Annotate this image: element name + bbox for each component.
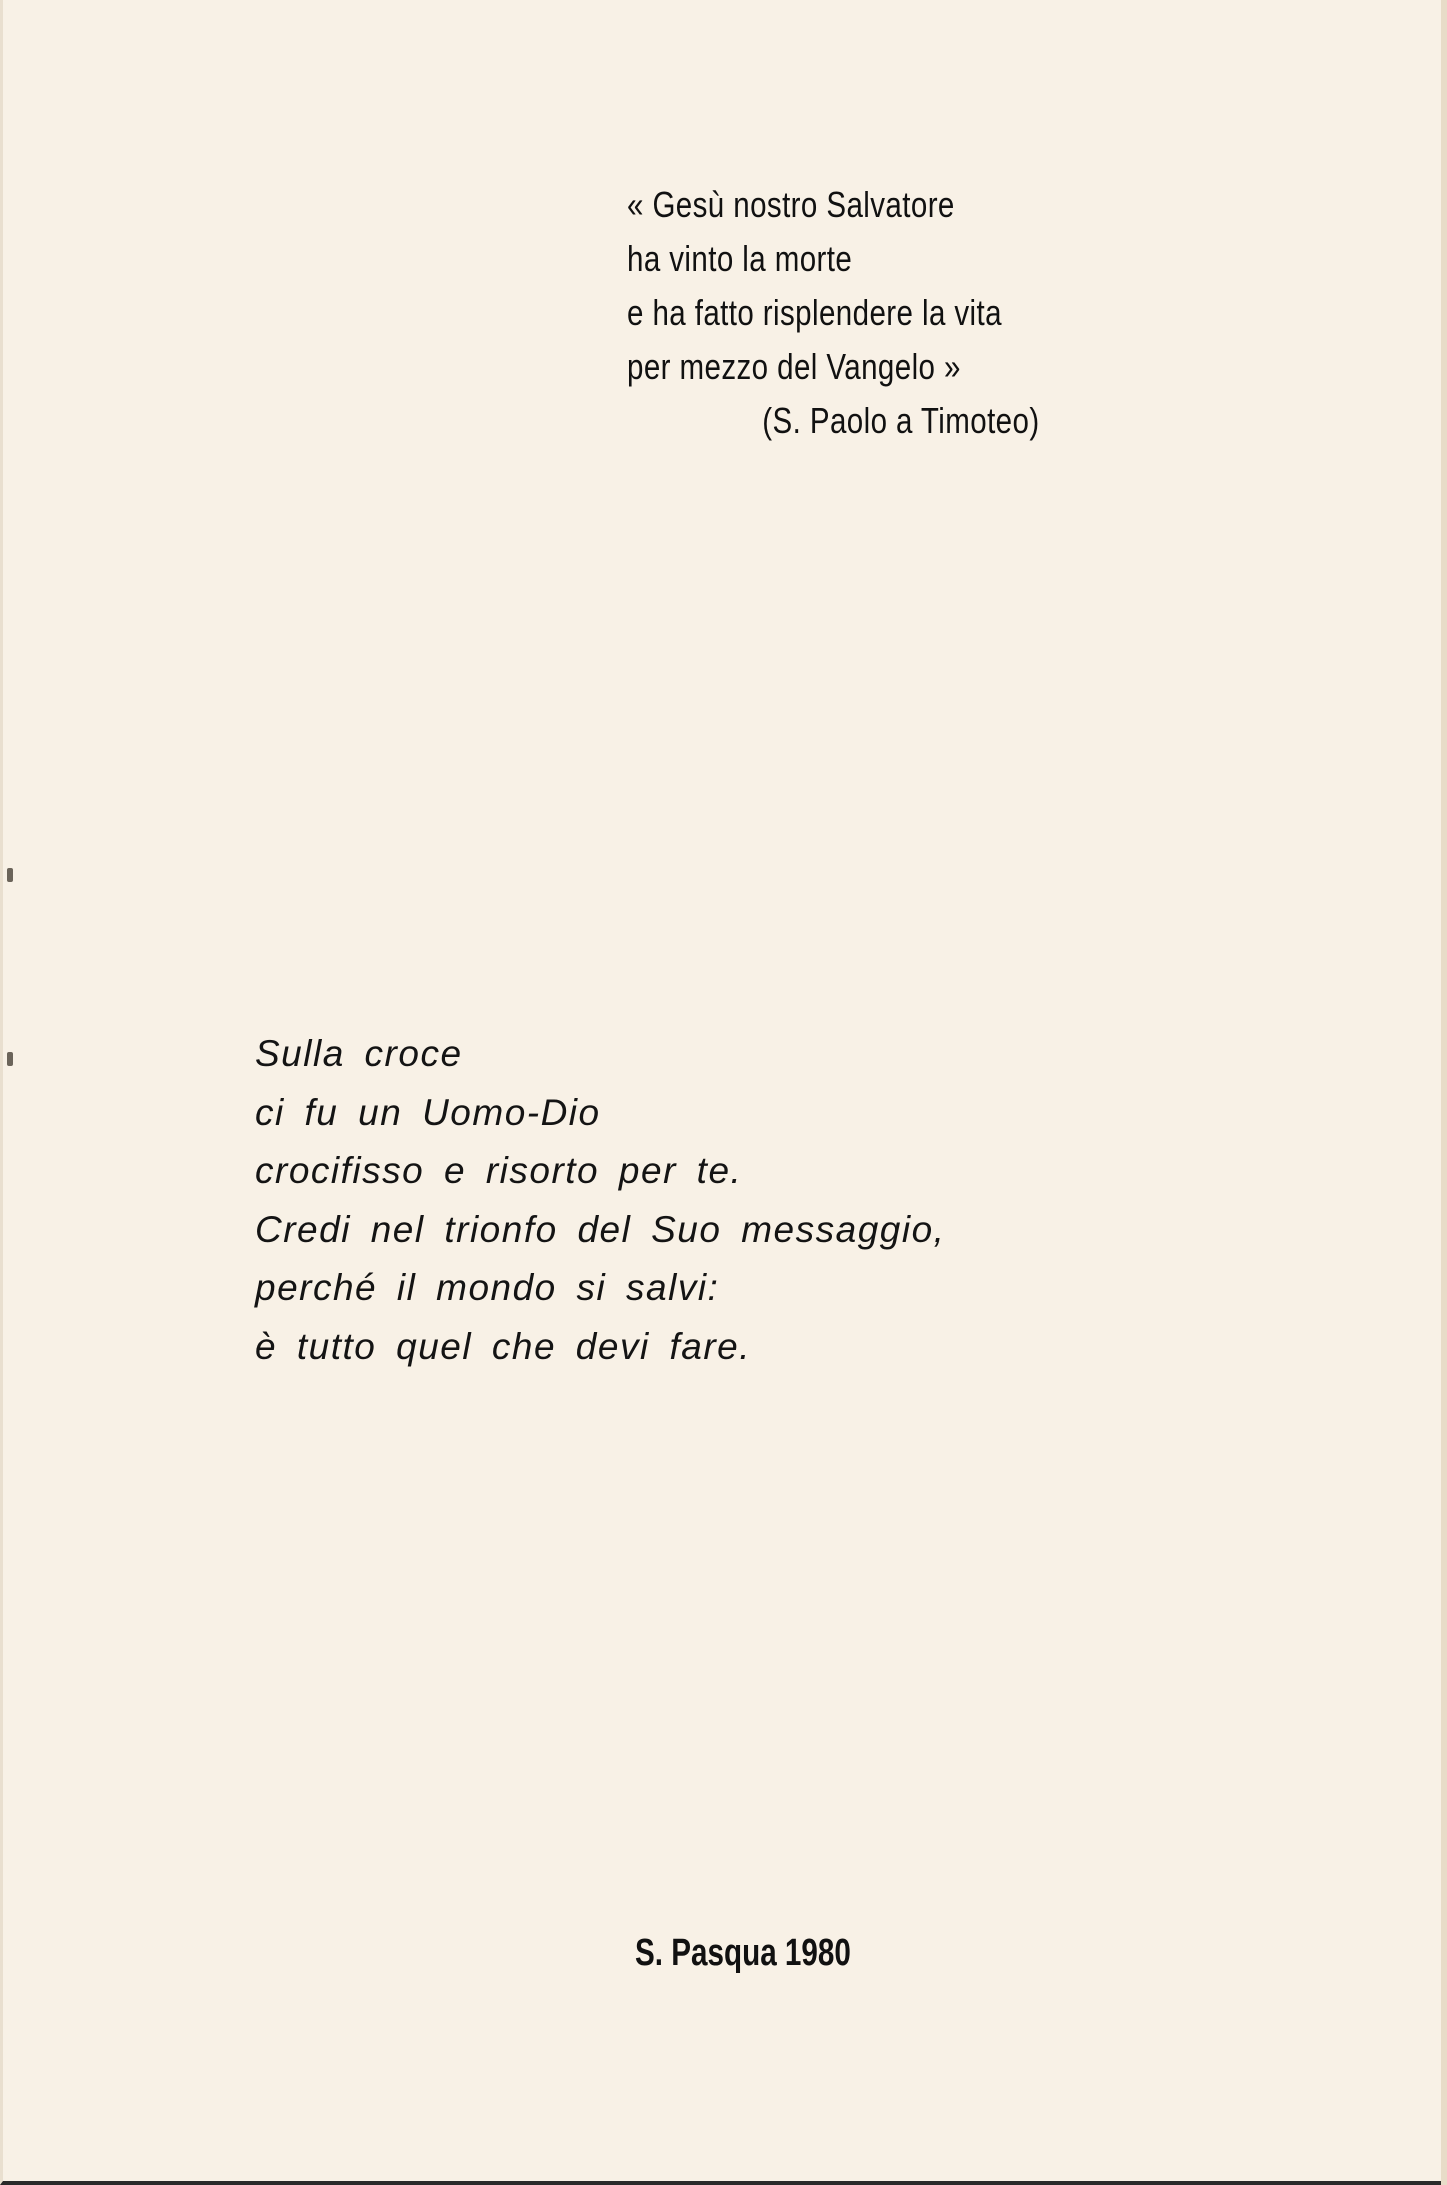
poem [255, 1025, 1155, 1376]
staple-mark [7, 1052, 13, 1066]
poem-line: Sulla croce [255, 1033, 463, 1074]
quote-line: per mezzo del Vangelo » [627, 346, 961, 387]
quote-line: ha vinto la morte [627, 238, 853, 279]
poem-line: perché il mondo si salvi: [255, 1267, 720, 1308]
quote-attribution: (S. Paolo a Timoteo) [762, 400, 1040, 441]
epigraph-quote [627, 178, 1053, 448]
poem-line: ci fu un Uomo-Dio [255, 1091, 601, 1133]
poem-line: crocifisso e risorto per te. [255, 1150, 743, 1191]
quote-line: e ha fatto risplendere la vita [627, 292, 1002, 333]
footer-date: S. Pasqua 1980 [635, 1932, 851, 1974]
poem-line: è tutto quel che devi fare. [255, 1325, 751, 1367]
quote-line: « Gesù nostro Salvatore [627, 184, 955, 225]
page-edge [1441, 0, 1447, 2185]
staple-mark [7, 868, 13, 882]
poem-line: Credi nel trionfo del Suo messaggio, [255, 1208, 946, 1250]
